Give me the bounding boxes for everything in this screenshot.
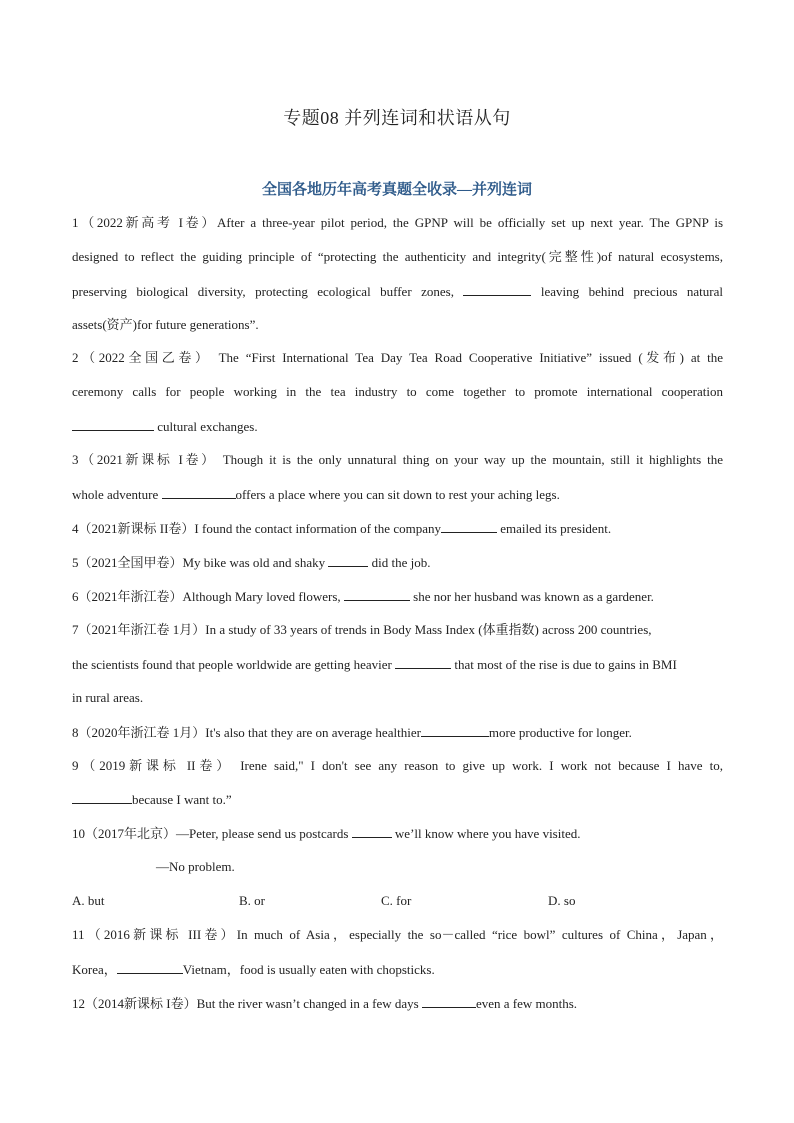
answer-blank[interactable] xyxy=(328,554,368,567)
question-2-line-3: cultural exchanges. xyxy=(72,418,723,435)
answer-blank[interactable] xyxy=(162,486,236,499)
question-7-line-2: the scientists found that people worldwide are getting heavier that most of the rise is due to gains in BMI xyxy=(72,657,677,672)
question-1-line-3: preserving biological diversity, protecting ecological buffer zones, leaving behind precious natural xyxy=(72,284,724,299)
question-6: 6（2021年浙江卷）Although Mary loved flowers, she nor her husband was known as a gardener. xyxy=(72,589,654,604)
question-7-line-3: in rural areas. xyxy=(72,690,144,705)
option-d[interactable]: D. so xyxy=(548,893,576,908)
question-12: 12（2014新课标 I卷）But the river wasn’t changed in a few days even a few months. xyxy=(72,996,578,1011)
answer-blank[interactable] xyxy=(352,825,392,838)
answer-blank[interactable] xyxy=(117,961,183,974)
answer-blank[interactable] xyxy=(344,588,410,601)
question-1-line-2: designed to reflect the guiding principle of “protecting the authenticity and integrity(完整性)of natural ecosystems, xyxy=(72,249,723,264)
question-3-line-1: 3（2021新课标 I卷） Though it is the only unnatural thing on your way up the mountain, still it highlights the xyxy=(72,452,723,467)
question-1-line-1: 1（2022新高考 I卷）After a three-year pilot period, the GPNP will be officially set up next year. The GPNP is xyxy=(72,215,723,230)
answer-blank[interactable] xyxy=(395,656,451,669)
question-8: 8（2020年浙江卷 1月）It's also that they are on average healthier more productive for longer. xyxy=(72,725,632,740)
answer-blank[interactable] xyxy=(421,724,489,737)
answer-blank[interactable] xyxy=(441,520,497,533)
page-title: 专题08 并列连词和状语从句 xyxy=(283,108,511,128)
question-7-line-1: 7（2021年浙江卷 1月）In a study of 33 years of trends in Body Mass Index (体重指数) across 200 countries, xyxy=(72,622,652,637)
option-a[interactable]: A. but xyxy=(72,893,105,908)
question-11-line-1: 11（2016新课标 III卷）In much of Asia，especially the so－called “rice bowl” cultures of China，Japan， xyxy=(72,927,723,942)
section-subtitle: 全国各地历年高考真题全收录—并列连词 xyxy=(261,182,532,198)
question-3-line-2: whole adventure offers a place where you can sit down to rest your aching legs. xyxy=(72,487,560,502)
answer-blank[interactable] xyxy=(72,791,132,804)
question-9-line-2: because I want to.” xyxy=(72,791,723,808)
answer-blank[interactable] xyxy=(72,418,154,431)
option-b[interactable]: B. or xyxy=(239,893,265,908)
answer-blank[interactable] xyxy=(463,283,531,296)
question-10-reply: —No problem. xyxy=(156,859,235,874)
question-9-line-1: 9（2019新课标 II卷） Irene said," I don't see any reason to give up work. I work not because I have to, xyxy=(72,758,723,773)
question-1-line-4: assets(资产)for future generations”. xyxy=(72,317,259,332)
question-2-line-2: ceremony calls for people working in the tea industry to come together to promote international cooperation xyxy=(72,384,723,399)
question-5: 5（2021全国甲卷）My bike was old and shaky did the job. xyxy=(72,555,431,570)
answer-blank[interactable] xyxy=(422,995,476,1008)
question-11-line-2: Korea， Vietnam，food is usually eaten with chopsticks. xyxy=(72,962,435,977)
question-2-line-1: 2（2022全国乙卷） The “First International Tea Day Tea Road Cooperative Initiative” issued (发布) at the xyxy=(72,350,723,365)
option-c[interactable]: C. for xyxy=(381,893,412,908)
question-4: 4（2021新课标 II卷）I found the contact information of the company emailed its president. xyxy=(72,521,612,536)
question-10-line-1: 10（2017年北京）—Peter, please send us postcards we’ll know where you have visited. xyxy=(72,826,581,841)
